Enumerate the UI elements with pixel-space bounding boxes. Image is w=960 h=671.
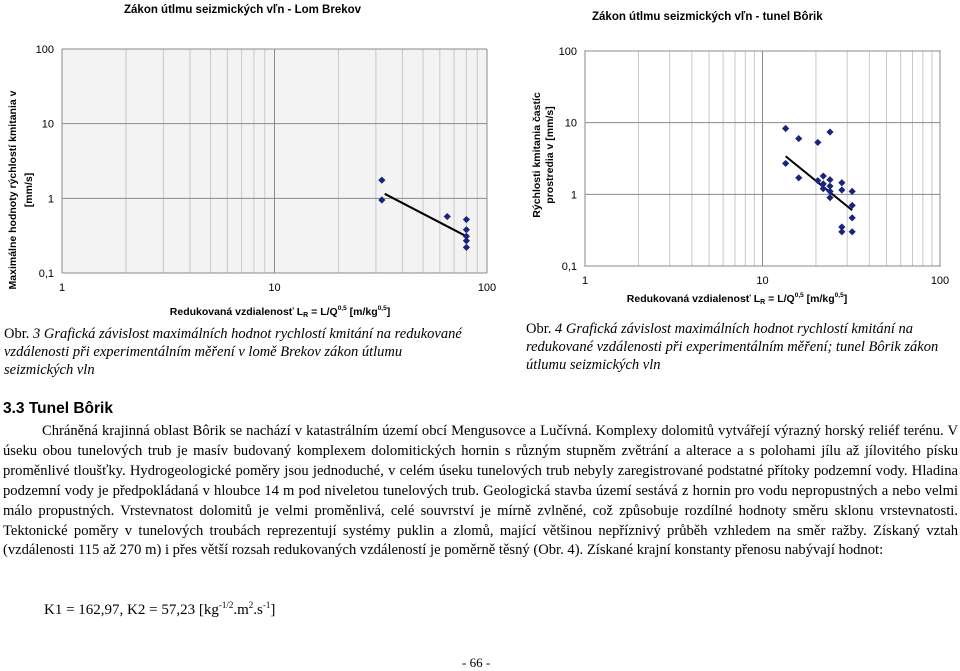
right-chart <box>520 30 960 310</box>
x-tick-label: 10 <box>756 275 769 287</box>
caption-number: 4 <box>555 321 563 337</box>
caption-text: Grafická závislost maximálních hodnot rychlostí kmitání na redukované vzdálenosti při experimentálním měření v lomě Brekov zákon útlumu seizmických vln <box>4 326 462 378</box>
right-chart-title: Zákon útlmu seizmických vľn - tunel Bôrik <box>592 11 823 23</box>
transfer-constants-formula: K1 = 162,97, K2 = 57,23 $[kg^{-1/2}.m^2.s^{-1}]$ <box>44 600 276 618</box>
caption-text: Grafická závislost maximálních hodnot rychlostí kmitání na redukované vzdálenosti při experimentálním měření; tunel Bôrik zákon útlumu seizmických vln <box>526 321 939 373</box>
y-tick-label: 100 <box>558 46 577 58</box>
figure-caption-right <box>526 320 956 374</box>
figure-caption-left <box>4 325 466 379</box>
x-axis-label: Redukovaná vzdialenosť LR = $L/Q^{0,5}$ [m/kg$^{0,5}$] <box>169 305 391 319</box>
paragraph-rest: V úseku obou tunelových trub je masív budovaný komplexem dolomitických hornin s různým stupněm zvětrání a alterace a s polohami jílu až jílovitého písku proměnlivé tloušťky. Hydrogeologické poměry jsou jednoduché, v celém úseku tunelových trub nebyly zaregistrované podstatné přítoky podzemní vody. Hladina podzemní vody je předpokládaná v hloubce 14 m pod niveletou tunelových trub. Geologická stavba území sestává z hornin pro vodu nepropustných a nebo velmi málo propustných. Vrstevnatost dolomitů je velmi proměnlivá, celé souvrství je mírně zvlněné, což způsobuje rozdílné hodnoty směru sklonu vrstevnatosti. Tektonické poměry v tunelových troubách reprezentují systémy puklin a zlomů, mající většinou nepříznivý průběh vzhledem na směr ražby. Získaný vztah (vzdálenosti 115 až 270 m) i přes větší rozsah redukovaných vzdáleností je poměrně těsný (Obr. 4). Získané krajní konstanty přenosu nabývají hodnot: <box>3 423 958 559</box>
left-chart <box>0 30 497 320</box>
caption-lead: Obr. <box>4 326 33 342</box>
section-paragraph <box>3 422 958 561</box>
y-tick-label: 1 <box>570 189 577 202</box>
x-tick-label: 100 <box>477 282 497 294</box>
y-axis-label-line2: [mm/s] <box>23 172 35 208</box>
x-axis-label: Redukovaná vzdialenosť LR = $L/Q^{0,5}$ [m/kg$^{0,5}$] <box>626 292 848 306</box>
paragraph-sentence-1: Chráněná krajinná oblast Bôrik se nachází v katastrálním území obcí Mengusovce a Lučívná. Komplexy dolomitů vytvářejí výrazný horský reliéf terénu. <box>42 423 948 439</box>
left-chart-title: Zákon útlmu seizmických vľn - Lom Brekov <box>124 4 362 16</box>
caption-number: 3 <box>33 326 41 342</box>
y-tick-label: 0,1 <box>561 261 577 273</box>
y-tick-label: 0,1 <box>38 268 54 280</box>
caption-lead: Obr. <box>526 321 555 337</box>
y-axis-label <box>7 90 35 289</box>
x-tick-label: 1 <box>581 275 589 287</box>
y-tick-label: 1 <box>47 193 54 206</box>
section-heading: 3.3 Tunel Bôrik <box>3 400 113 417</box>
x-tick-label: 1 <box>58 282 66 294</box>
y-tick-label: 100 <box>35 44 54 56</box>
y-axis-label-line1: Maximálne hodnoty rýchlostí kmitania v <box>7 90 19 290</box>
y-axis-label-line2: prostredia v [mm/s] <box>544 106 556 204</box>
y-tick-label: 10 <box>564 117 577 130</box>
y-axis-label-line1: Rýchlosti kmitania častíc <box>531 92 543 218</box>
y-tick-label: 10 <box>41 118 54 131</box>
x-tick-label: 100 <box>930 275 950 287</box>
y-axis-label <box>531 92 556 218</box>
page-number: - 66 - <box>462 655 491 670</box>
x-tick-label: 10 <box>268 282 281 294</box>
